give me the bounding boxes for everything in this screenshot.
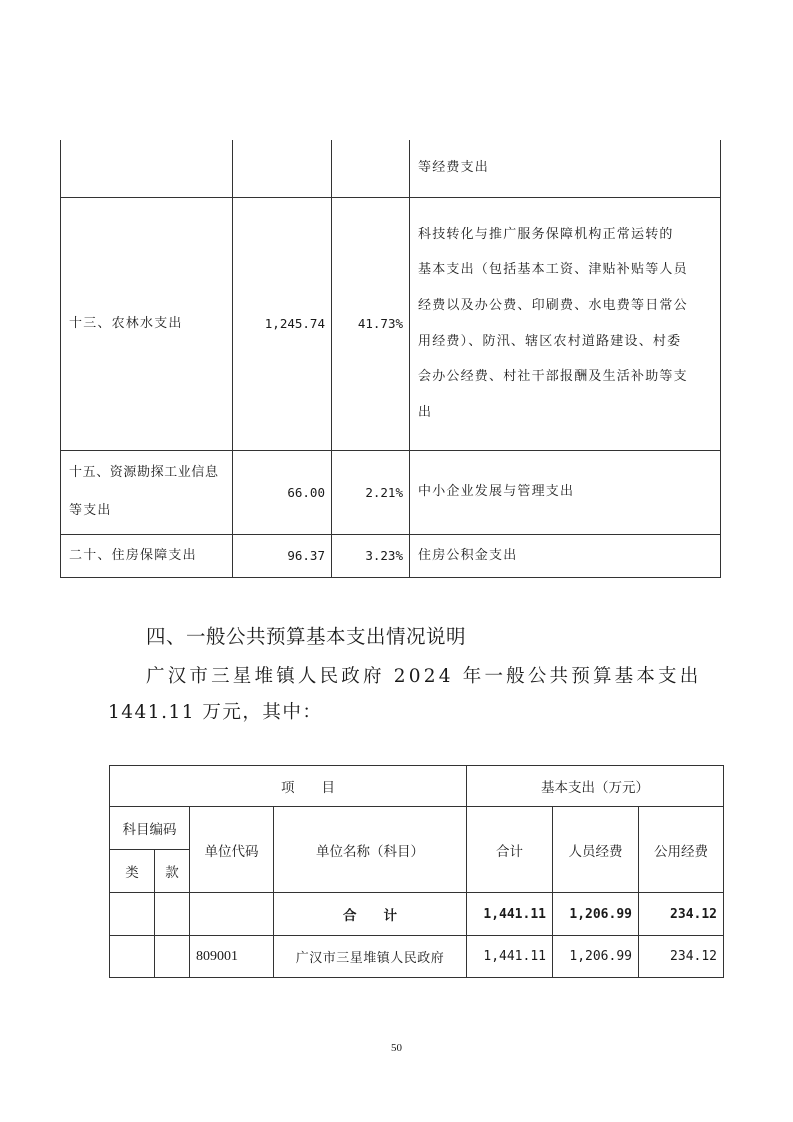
cell-unit-name: 合 计 (274, 893, 467, 936)
row-percent: 2.21% (332, 450, 410, 534)
row-description: 住房公积金支出 (410, 534, 721, 577)
cell-section (155, 936, 190, 978)
cell-public: 234.12 (639, 936, 724, 978)
row-description (410, 197, 721, 450)
description-line: 会办公经费、村社干部报酬及生活补助等支 (418, 369, 688, 385)
table-row (110, 893, 724, 936)
header-basic-expenditure: 基本支出（万元） (467, 766, 724, 807)
description-line: 科技转化与推广服务保障机构正常运转的 (418, 226, 674, 242)
row-percent: 41.73% (332, 197, 410, 450)
page-number: 50 (391, 1042, 402, 1054)
table-row (61, 197, 721, 450)
header-unit-code: 单位代码 (190, 807, 274, 893)
header-row (110, 807, 724, 850)
row-description (410, 140, 721, 197)
table-row (61, 140, 721, 197)
row-amount: 66.00 (233, 450, 332, 534)
row-label (61, 140, 233, 197)
row-percent: 3.23% (332, 534, 410, 577)
header-subject-code: 科目编码 (110, 807, 190, 850)
row-label: 十三、农林水支出 (61, 197, 233, 450)
row-percent (332, 140, 410, 197)
header-total: 合计 (467, 807, 553, 893)
description-line: 出 (418, 404, 433, 420)
cell-category (110, 893, 155, 936)
cell-unit-name: 广汉市三星堆镇人民政府 (274, 936, 467, 978)
cell-personnel: 1,206.99 (553, 936, 639, 978)
header-public: 公用经费 (639, 807, 724, 893)
description-text: 等经费支出 (418, 160, 490, 176)
cell-public: 234.12 (639, 893, 724, 936)
table-row (110, 936, 724, 978)
table-row (61, 534, 721, 577)
header-unit-name: 单位名称（科目） (274, 807, 467, 893)
expenditure-table (60, 140, 721, 578)
basic-expenditure-table (109, 765, 724, 978)
paragraph-line: 广汉市三星堆镇人民政府 2024 年一般公共预算基本支出 (146, 666, 702, 687)
table-row (61, 450, 721, 534)
cell-personnel: 1,206.99 (553, 893, 639, 936)
description-line: 经费以及办公费、印刷费、水电费等日常公 (418, 297, 688, 313)
cell-section (155, 893, 190, 936)
header-row (110, 766, 724, 807)
description-line: 用经费）、防汛、辖区农村道路建设、村委 (418, 333, 682, 349)
cell-unit-code (190, 893, 274, 936)
header-category: 类 (110, 850, 155, 893)
section-heading: 四、一般公共预算基本支出情况说明 (146, 625, 467, 648)
row-amount (233, 140, 332, 197)
row-label (61, 450, 233, 534)
label-line: 十五、资源勘探工业信息 (69, 465, 219, 480)
cell-total: 1,441.11 (467, 936, 553, 978)
description-line: 基本支出（包括基本工资、津贴补贴等人员 (418, 262, 688, 278)
header-personnel: 人员经费 (553, 807, 639, 893)
header-item: 项 目 (110, 766, 467, 807)
row-amount: 1,245.74 (233, 197, 332, 450)
header-section: 款 (155, 850, 190, 893)
row-description: 中小企业发展与管理支出 (410, 450, 721, 534)
label-line: 等支出 (69, 503, 112, 518)
cell-total: 1,441.11 (467, 893, 553, 936)
cell-unit-code: 809001 (190, 936, 274, 978)
cell-category (110, 936, 155, 978)
row-amount: 96.37 (233, 534, 332, 577)
row-label: 二十、住房保障支出 (61, 534, 233, 577)
paragraph-line: 1441.11 万元，其中： (108, 702, 323, 723)
